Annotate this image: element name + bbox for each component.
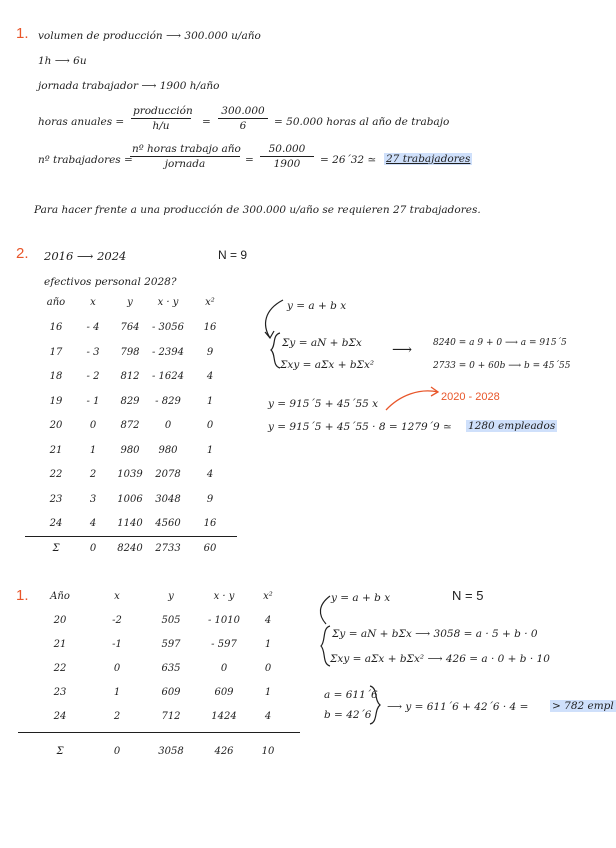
table-total-cell: Σ [52,543,60,554]
table-cell: 0 [89,420,97,431]
table-cell: 829 [120,395,140,407]
table-cell: 980 [120,444,140,456]
table-header-cell: x² [263,591,273,602]
table-cell: 4 [206,371,214,382]
prediction-2024: ⟶ y = 611´6 + 42´6 · 4 = [387,701,529,713]
equals-sign: = [202,116,211,128]
table-cell: 24 [53,711,67,722]
table-cell: - 1624 [151,371,184,382]
table-cell: 21 [49,444,63,456]
prediction-final-highlight: 1280 empleados [468,420,556,432]
table-total-cell: 8240 [117,543,143,554]
table-total-cell: 3058 [158,746,184,757]
table-header-cell: año [46,297,66,308]
linear-model: y = a + b x [287,300,347,312]
formula-denominator: jornada [164,158,206,170]
table-cell: - 2394 [151,346,184,358]
question-text: efectivos personal 2028? [44,276,177,288]
table-cell: 798 [120,346,140,358]
table-cell: 1 [113,687,121,698]
equals-sign: = [245,154,254,166]
solution-a: 8240 = a 9 + 0 ⟶ a = 915´5 [433,338,567,348]
table-cell: - 1010 [207,615,240,626]
annual-hours-result: = 50.000 horas al año de trabajo [274,116,450,128]
table-cell: 3 [89,493,97,505]
coefficient-b: b = 42´6 [324,709,372,721]
exercise-1-number: 1. [16,25,29,42]
values-denominator: 6 [239,120,247,132]
arrow-icon: ⟶ [392,342,413,358]
table-cell: - 3056 [151,322,184,333]
table-header-cell: x [90,297,96,308]
projection-period: 2020 - 2028 [441,391,500,403]
production-volume-line: volumen de producción ⟶ 300.000 u/año [38,30,261,42]
curved-arrow-icon [266,300,283,338]
conclusion-text: Para hacer frente a una producción de 300.000 u/año se requieren 27 trabajadores. [34,204,481,216]
table-total-cell: 426 [214,746,234,757]
table-cell: 1 [206,444,214,456]
normal-equation-2: Σxy = aΣx + bΣx² [280,359,375,371]
table-header-cell: Año [50,591,70,602]
table-cell: 4 [89,518,97,529]
sample-size: N = 5 [452,588,484,603]
table-cell: 9 [206,346,214,358]
table-cell: 0 [220,663,228,674]
table-header-cell: y [168,591,174,602]
table-cell: 18 [49,371,63,382]
exercise-2-number: 2. [16,245,29,262]
table-cell: 24 [49,518,63,529]
workers-result: = 26´32 ≃ [320,154,377,166]
normal-equation-1: Σy = aN + bΣx ⟶ 3058 = a · 5 + b · 0 [332,628,538,640]
table-total-cell: 0 [89,543,97,554]
table-cell: 19 [49,395,63,407]
closing-brace-icon [370,686,380,724]
table-cell: 2 [113,711,121,722]
table-cell: 4 [264,711,272,722]
table-cell: 23 [49,493,63,505]
table-cell: 1424 [211,711,237,722]
annual-hours-label: horas anuales = [38,116,125,128]
table-total-cell: 60 [203,543,217,554]
table-cell: -1 [112,639,122,650]
table-cell: 2 [89,469,97,480]
sample-size: N = 9 [218,248,248,262]
table-cell: 20 [49,420,63,431]
solution-b: 2733 = 0 + 60b ⟶ b = 45´55 [433,361,571,371]
values-numerator: 300.000 [218,105,268,119]
table-total-cell: 10 [261,746,275,757]
exercise-3-number: 1. [16,587,29,604]
table-cell: 3048 [155,493,181,505]
system-brace-icon [321,626,330,666]
table-cell: 4 [264,615,272,626]
units-per-hour-line: 1h ⟶ 6u [38,55,87,67]
table-cell: 23 [53,687,67,698]
table-cell: 635 [161,663,181,674]
table-cell: 812 [120,371,140,382]
system-brace-icon [271,333,280,368]
table-cell: 16 [203,518,217,529]
table-cell: 1 [206,395,214,407]
table-cell: 1006 [117,493,143,505]
workers-label: nº trabajadores = [38,154,133,166]
table-cell: 4 [206,469,214,480]
table-cell: 22 [53,663,67,674]
table-total-cell: 2733 [155,543,181,554]
table-cell: 1 [89,444,97,456]
table-header-cell: x [114,591,120,602]
table-total-cell: 0 [113,746,121,757]
table-cell: 2078 [155,469,181,480]
table-header-cell: x · y [213,591,235,602]
values-denominator: 1900 [273,158,301,170]
table-cell: 0 [164,420,172,431]
orange-arrow-icon [386,391,438,410]
linear-model: y = a + b x [331,592,391,604]
table-cell: 609 [214,687,234,698]
table-cell: - 597 [211,639,237,650]
values-numerator: 50.000 [260,143,314,157]
curved-arrow-icon [320,596,330,624]
table-cell: 1 [264,687,272,698]
table-cell: - 3 [86,346,100,358]
coefficient-a: a = 611´6 [324,689,378,701]
prediction-final-highlight: > 782 empl [552,700,614,712]
table-cell: 9 [206,493,214,505]
table-cell: 1 [264,639,272,650]
table-cell: 597 [161,639,181,650]
regression-line-equation: y = 915´5 + 45´55 x [268,398,379,410]
table-cell: 609 [161,687,181,698]
curved-arrow-head [265,331,274,338]
table-cell: 21 [53,639,67,650]
table-cell: 1140 [117,518,143,529]
table-cell: 0 [206,420,214,431]
table-cell: 764 [120,322,140,333]
prediction-2028: y = 915´5 + 45´55 · 8 = 1279´9 ≃ [268,421,452,433]
table-header-cell: x · y [157,297,179,308]
table-cell: 980 [158,444,178,456]
table-cell: - 2 [86,371,100,382]
table-cell: 505 [161,615,181,626]
table-cell: - 4 [86,322,100,333]
table-header-cell: y [127,297,133,308]
table-cell: 16 [203,322,217,333]
table-cell: -2 [112,615,122,626]
normal-equation-2: Σxy = aΣx + bΣx² ⟶ 426 = a · 0 + b · 10 [330,653,550,665]
formula-numerator: nº horas trabajo año [132,143,241,155]
workers-final-highlight: 27 trabajadores [386,153,471,165]
formula-numerator: producción [133,105,193,117]
table-cell: 1039 [117,469,143,480]
table-cell: - 829 [155,395,181,407]
table-cell: 712 [161,711,181,722]
table-cell: 22 [49,469,63,480]
table-cell: 0 [264,663,272,674]
table-cell: 0 [113,663,121,674]
table-cell: 4560 [155,518,181,529]
table-cell: 16 [49,322,63,333]
table-cell: - 1 [86,395,100,407]
table-cell: 872 [120,420,140,431]
table-header-cell: x² [205,297,215,308]
table-total-cell: Σ [56,746,64,757]
table-cell: 17 [49,346,63,358]
worker-shift-line: jornada trabajador ⟶ 1900 h/año [38,80,220,92]
formula-denominator: h/u [152,120,170,132]
table-cell: 20 [53,615,67,626]
year-range: 2016 ⟶ 2024 [44,249,127,263]
normal-equation-1: Σy = aN + bΣx [282,337,362,349]
